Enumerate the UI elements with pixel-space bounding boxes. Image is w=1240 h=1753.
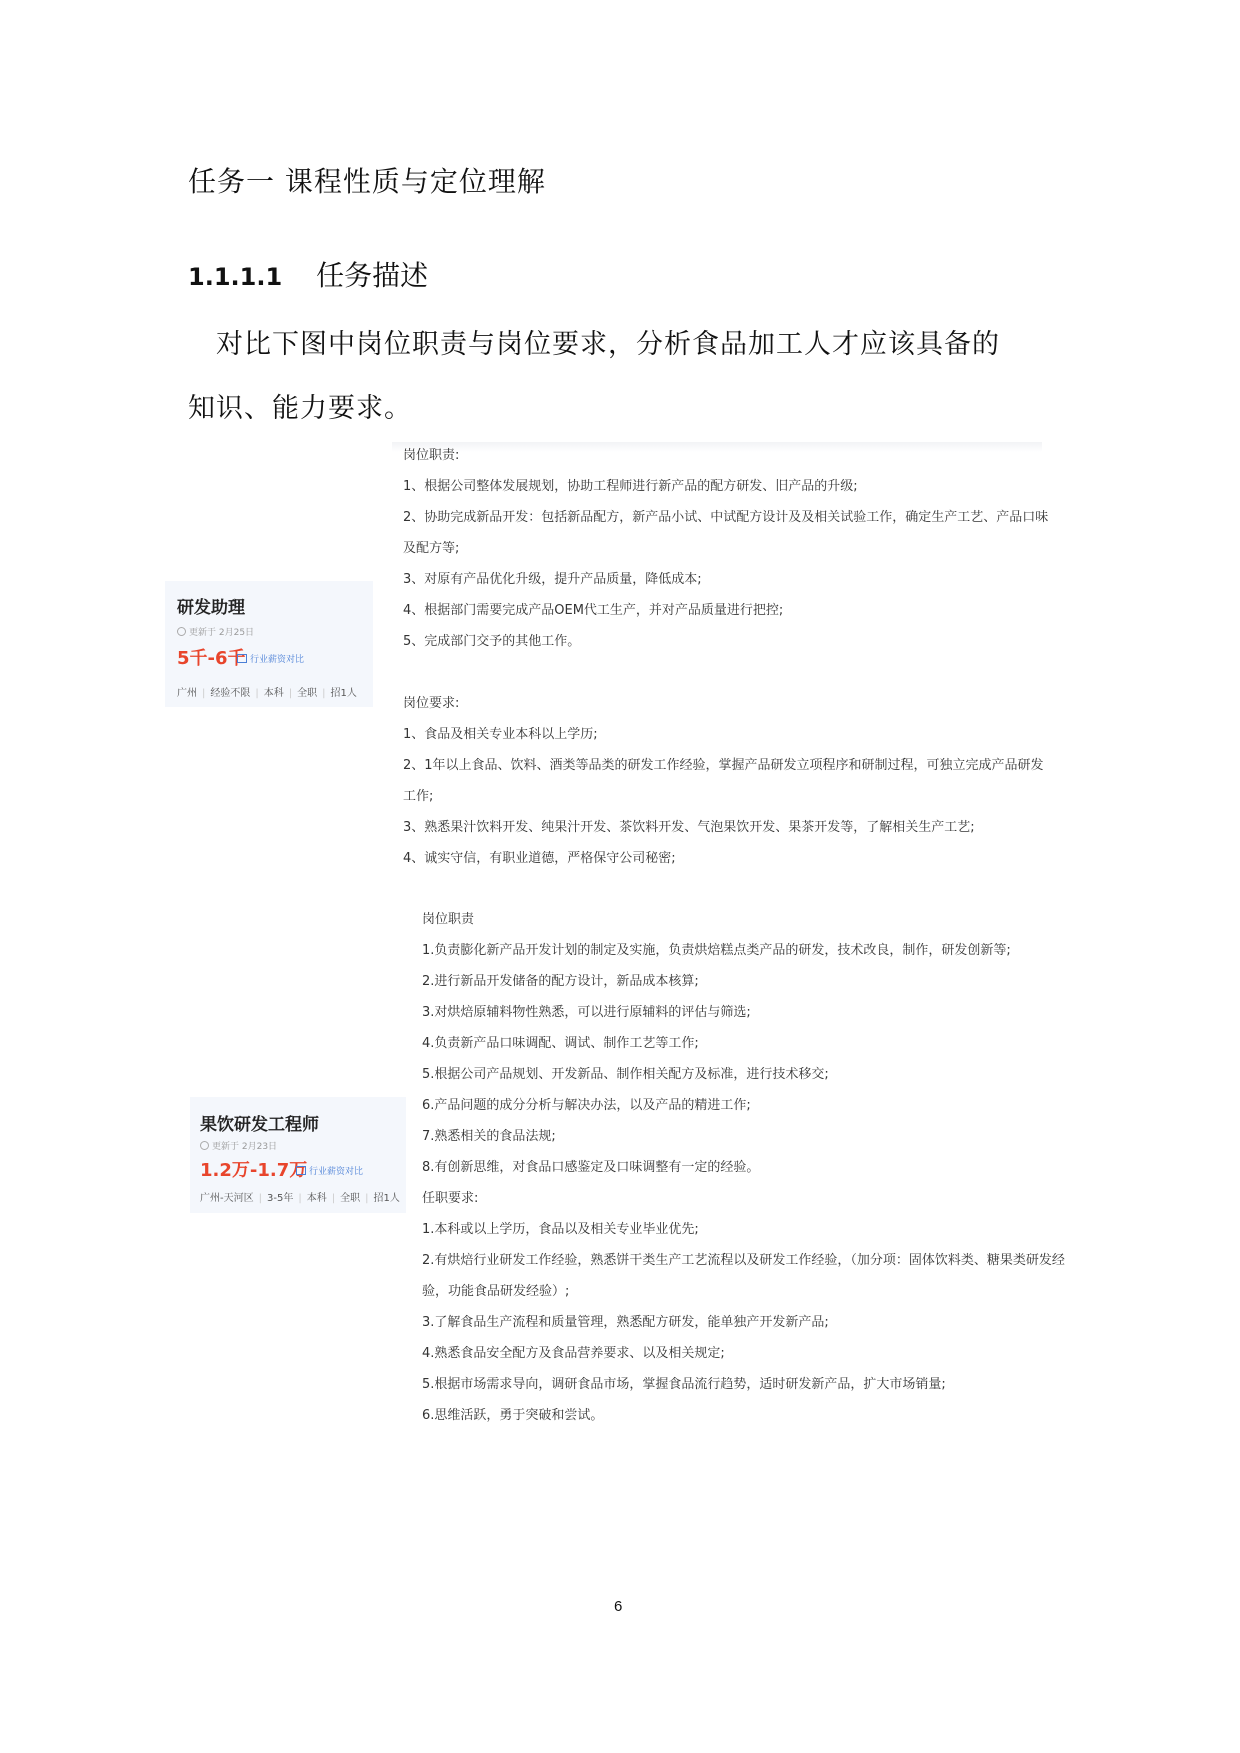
salary-compare-link[interactable]: 行业薪资对比 bbox=[296, 1164, 363, 1177]
tag-separator: | bbox=[202, 688, 206, 699]
tag-education: 本科 bbox=[263, 688, 284, 699]
job-title: 研发助理 bbox=[177, 598, 245, 618]
task-paragraph-line-2: 知识、能力要求。 bbox=[188, 393, 412, 424]
requirement-heading: 任职要求: bbox=[422, 1191, 479, 1206]
duty-line: 8.有创新思维，对食品口感鉴定及口味调整有一定的经验。 bbox=[422, 1160, 760, 1175]
requirement-line: 6.思维活跃，勇于突破和尝试。 bbox=[422, 1408, 604, 1423]
requirement-line: 工作; bbox=[403, 789, 434, 804]
tag-separator: | bbox=[331, 1193, 336, 1204]
duty-line: 3、对原有产品优化升级，提升产品质量，降低成本; bbox=[403, 572, 702, 587]
tag-separator: | bbox=[258, 1193, 262, 1204]
section-heading bbox=[188, 254, 428, 294]
job-card[interactable] bbox=[165, 581, 373, 707]
tag-job-type: 全职 bbox=[340, 1193, 361, 1204]
requirement-line: 5.根据市场需求导向，调研食品市场，掌握食品流行趋势，适时研发新产品，扩大市场销量; bbox=[422, 1377, 946, 1392]
tag-separator: | bbox=[288, 688, 293, 699]
duty-line: 6.产品问题的成分分析与解决办法，以及产品的精进工作; bbox=[422, 1098, 751, 1113]
screenshot-top-shadow bbox=[392, 442, 1042, 452]
duty-heading: 岗位职责: bbox=[403, 448, 460, 463]
duty-line: 2.进行新品开发储备的配方设计，新品成本核算; bbox=[422, 974, 699, 989]
job-title: 果饮研发工程师 bbox=[200, 1115, 319, 1135]
requirement-line: 2、1年以上食品、饮料、酒类等品类的研发工作经验，掌握产品研发立项程序和研制过程，可独立完成产品研发 bbox=[403, 758, 1044, 773]
job-tags bbox=[177, 684, 357, 699]
job-tags bbox=[200, 1189, 400, 1204]
tag-separator: | bbox=[322, 688, 326, 699]
salary-compare-link[interactable]: 行业薪资对比 bbox=[237, 652, 304, 665]
tag-experience: 经验不限 bbox=[210, 688, 251, 699]
duty-heading: 岗位职责 bbox=[422, 912, 475, 927]
tag-headcount: 招1人 bbox=[330, 688, 357, 699]
requirement-line: 1、食品及相关专业本科以上学历; bbox=[403, 727, 598, 742]
tag-location: 广州 bbox=[177, 688, 197, 699]
tag-location: 广州-天河区 bbox=[200, 1193, 254, 1204]
salary: 1.2万-1.7万 bbox=[200, 1160, 308, 1181]
clock-icon bbox=[177, 627, 186, 636]
duty-line: 1.负责膨化新产品开发计划的制定及实施，负责烘焙糕点类产品的研发，技术改良，制作，研发创新等; bbox=[422, 943, 1011, 958]
duty-line: 5、完成部门交予的其他工作。 bbox=[403, 634, 581, 649]
duty-line: 4、根据部门需要完成产品OEM代工生产，并对产品质量进行把控; bbox=[403, 603, 784, 618]
duty-line: 2、协助完成新品开发：包括新品配方，新产品小试、中试配方设计及及相关试验工作，确定生产工艺、产品口味 bbox=[403, 510, 1049, 525]
task-paragraph-line-1: 对比下图中岗位职责与岗位要求，分析食品加工人才应该具备的 bbox=[216, 329, 1000, 360]
requirement-line: 2.有烘焙行业研发工作经验，熟悉饼干类生产工艺流程以及研发工作经验，（加分项：固体饮料类、糖果类研发经 bbox=[422, 1253, 1065, 1268]
tag-separator: | bbox=[365, 1193, 369, 1204]
section-number: 1.1.1.1 bbox=[188, 263, 283, 291]
task-title: 任务一 课程性质与定位理解 bbox=[188, 165, 546, 198]
duty-line: 1、根据公司整体发展规划，协助工程师进行新产品的配方研发、旧产品的升级; bbox=[403, 479, 858, 494]
page-number: 6 bbox=[614, 1598, 623, 1615]
update-date: 更新于 2月25日 bbox=[177, 625, 254, 638]
duty-line: 5.根据公司产品规划、开发新品、制作相关配方及标准，进行技术移交; bbox=[422, 1067, 829, 1082]
duty-line: 4.负责新产品口味调配、调试、制作工艺等工作; bbox=[422, 1036, 699, 1051]
requirement-line: 1.本科或以上学历，食品以及相关专业毕业优先; bbox=[422, 1222, 699, 1237]
tag-separator: | bbox=[298, 1193, 302, 1204]
update-date: 更新于 2月23日 bbox=[200, 1139, 277, 1152]
requirement-line: 3、熟悉果汁饮料开发、纯果汁开发、茶饮料开发、气泡果饮开发、果茶开发等，了解相关生产工艺; bbox=[403, 820, 975, 835]
tag-education: 本科 bbox=[306, 1193, 327, 1204]
requirement-line: 4.熟悉食品安全配方及食品营养要求、以及相关规定; bbox=[422, 1346, 725, 1361]
tag-separator: | bbox=[255, 688, 259, 699]
duty-line: 及配方等; bbox=[403, 541, 460, 556]
compare-icon bbox=[237, 654, 247, 663]
requirement-line: 4、诚实守信，有职业道德，严格保守公司秘密; bbox=[403, 851, 676, 866]
duty-line: 3.对烘焙原辅料物性熟悉，可以进行原辅料的评估与筛选; bbox=[422, 1005, 751, 1020]
tag-headcount: 招1人 bbox=[373, 1193, 400, 1204]
requirement-line: 3.了解食品生产流程和质量管理，熟悉配方研发，能单独产开发新产品; bbox=[422, 1315, 829, 1330]
requirement-heading: 岗位要求: bbox=[403, 696, 460, 711]
clock-icon bbox=[200, 1141, 209, 1150]
requirement-line: 验，功能食品研发经验）; bbox=[422, 1284, 570, 1299]
tag-job-type: 全职 bbox=[297, 688, 318, 699]
compare-icon bbox=[296, 1166, 306, 1175]
job-card[interactable] bbox=[190, 1097, 406, 1213]
duty-line: 7.熟悉相关的食品法规; bbox=[422, 1129, 556, 1144]
salary: 5千-6千 bbox=[177, 648, 246, 669]
section-title: 任务描述 bbox=[316, 259, 429, 292]
tag-experience: 3-5年 bbox=[266, 1193, 294, 1204]
